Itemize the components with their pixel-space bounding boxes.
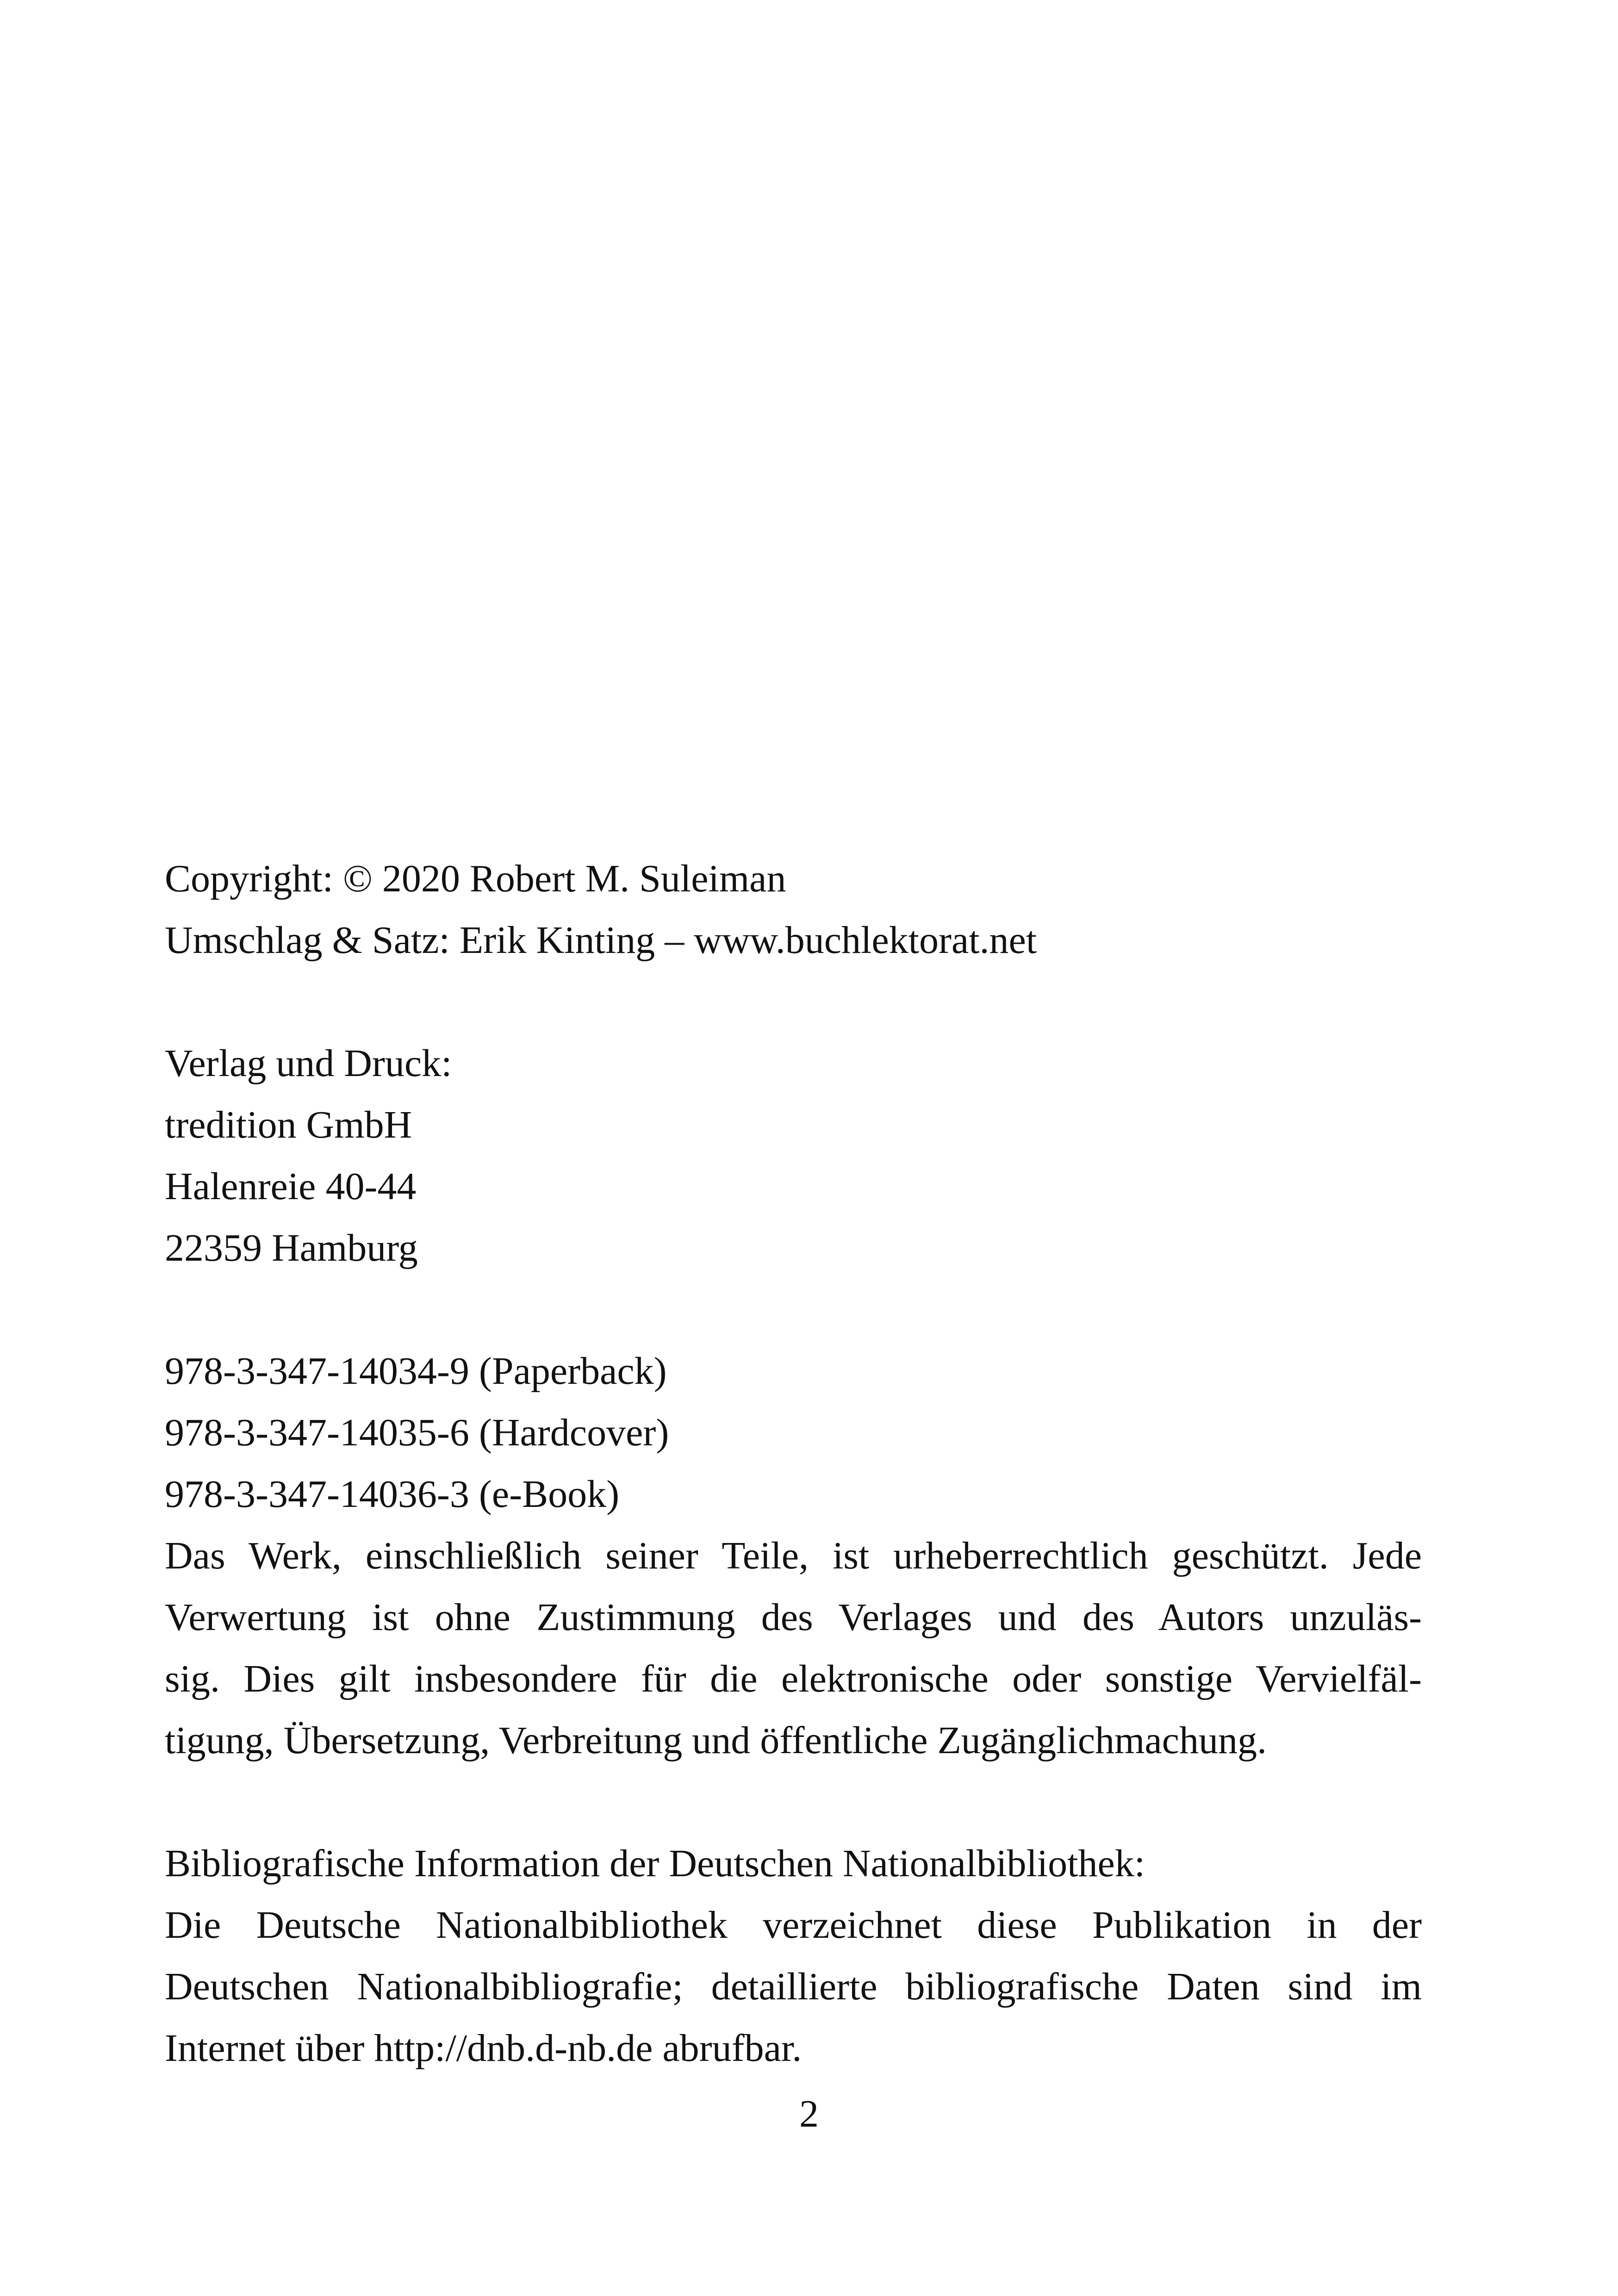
page-number: 2 (799, 2092, 819, 2135)
copyright-notice (165, 1525, 1422, 1771)
copyright-notice-line: Das Werk, einschließlich seiner Teile, ist urheberrechtlich geschützt. Jede (165, 1534, 1422, 1577)
copyright-notice-line: tigung, Übersetzung, Verbreitung und öffentliche Zugänglichmachung. (165, 1719, 1267, 1762)
imprint-content (165, 848, 1422, 2079)
bibliographic-notice (165, 1894, 1422, 2079)
publisher-street: Halenreie 40-44 (165, 1165, 417, 1208)
isbn-ebook: 978-3-347-14036-3 (e-Book) (165, 1473, 620, 1516)
isbn-block (165, 1340, 1422, 1525)
bibliographic-heading-block (165, 1833, 1422, 1894)
isbn-paperback: 978-3-347-14034-9 (Paperback) (165, 1350, 667, 1393)
bibliographic-line: Deutschen Nationalbibliografie; detaillierte bibliografische Daten sind im (165, 1965, 1422, 2008)
copyright-notice-line: Verwertung ist ohne Zustimmung des Verlages und des Autors unzuläs- (165, 1596, 1422, 1639)
cover-design-line: Umschlag & Satz: Erik Kinting – www.buchlektorat.net (165, 919, 1037, 962)
publisher-block (165, 1033, 1422, 1279)
bibliographic-line: Die Deutsche Nationalbibliothek verzeichnet diese Publikation in der (165, 1904, 1422, 1947)
publisher-name: tredition GmbH (165, 1103, 412, 1146)
copyright-line: Copyright: © 2020 Robert M. Suleiman (165, 857, 786, 900)
copyright-notice-line: sig. Dies gilt insbesondere für die elektronische oder sonstige Vervielfäl- (165, 1657, 1422, 1700)
isbn-hardcover: 978-3-347-14035-6 (Hardcover) (165, 1411, 669, 1454)
publisher-city: 22359 Hamburg (165, 1226, 418, 1269)
bibliographic-line: Internet über http://dnb.d-nb.de abrufbar. (165, 2027, 802, 2070)
imprint-block (165, 848, 1422, 971)
bibliographic-heading: Bibliografische Information der Deutschen Nationalbibliothek: (165, 1842, 1145, 1885)
publisher-heading: Verlag und Druck: (165, 1042, 452, 1085)
